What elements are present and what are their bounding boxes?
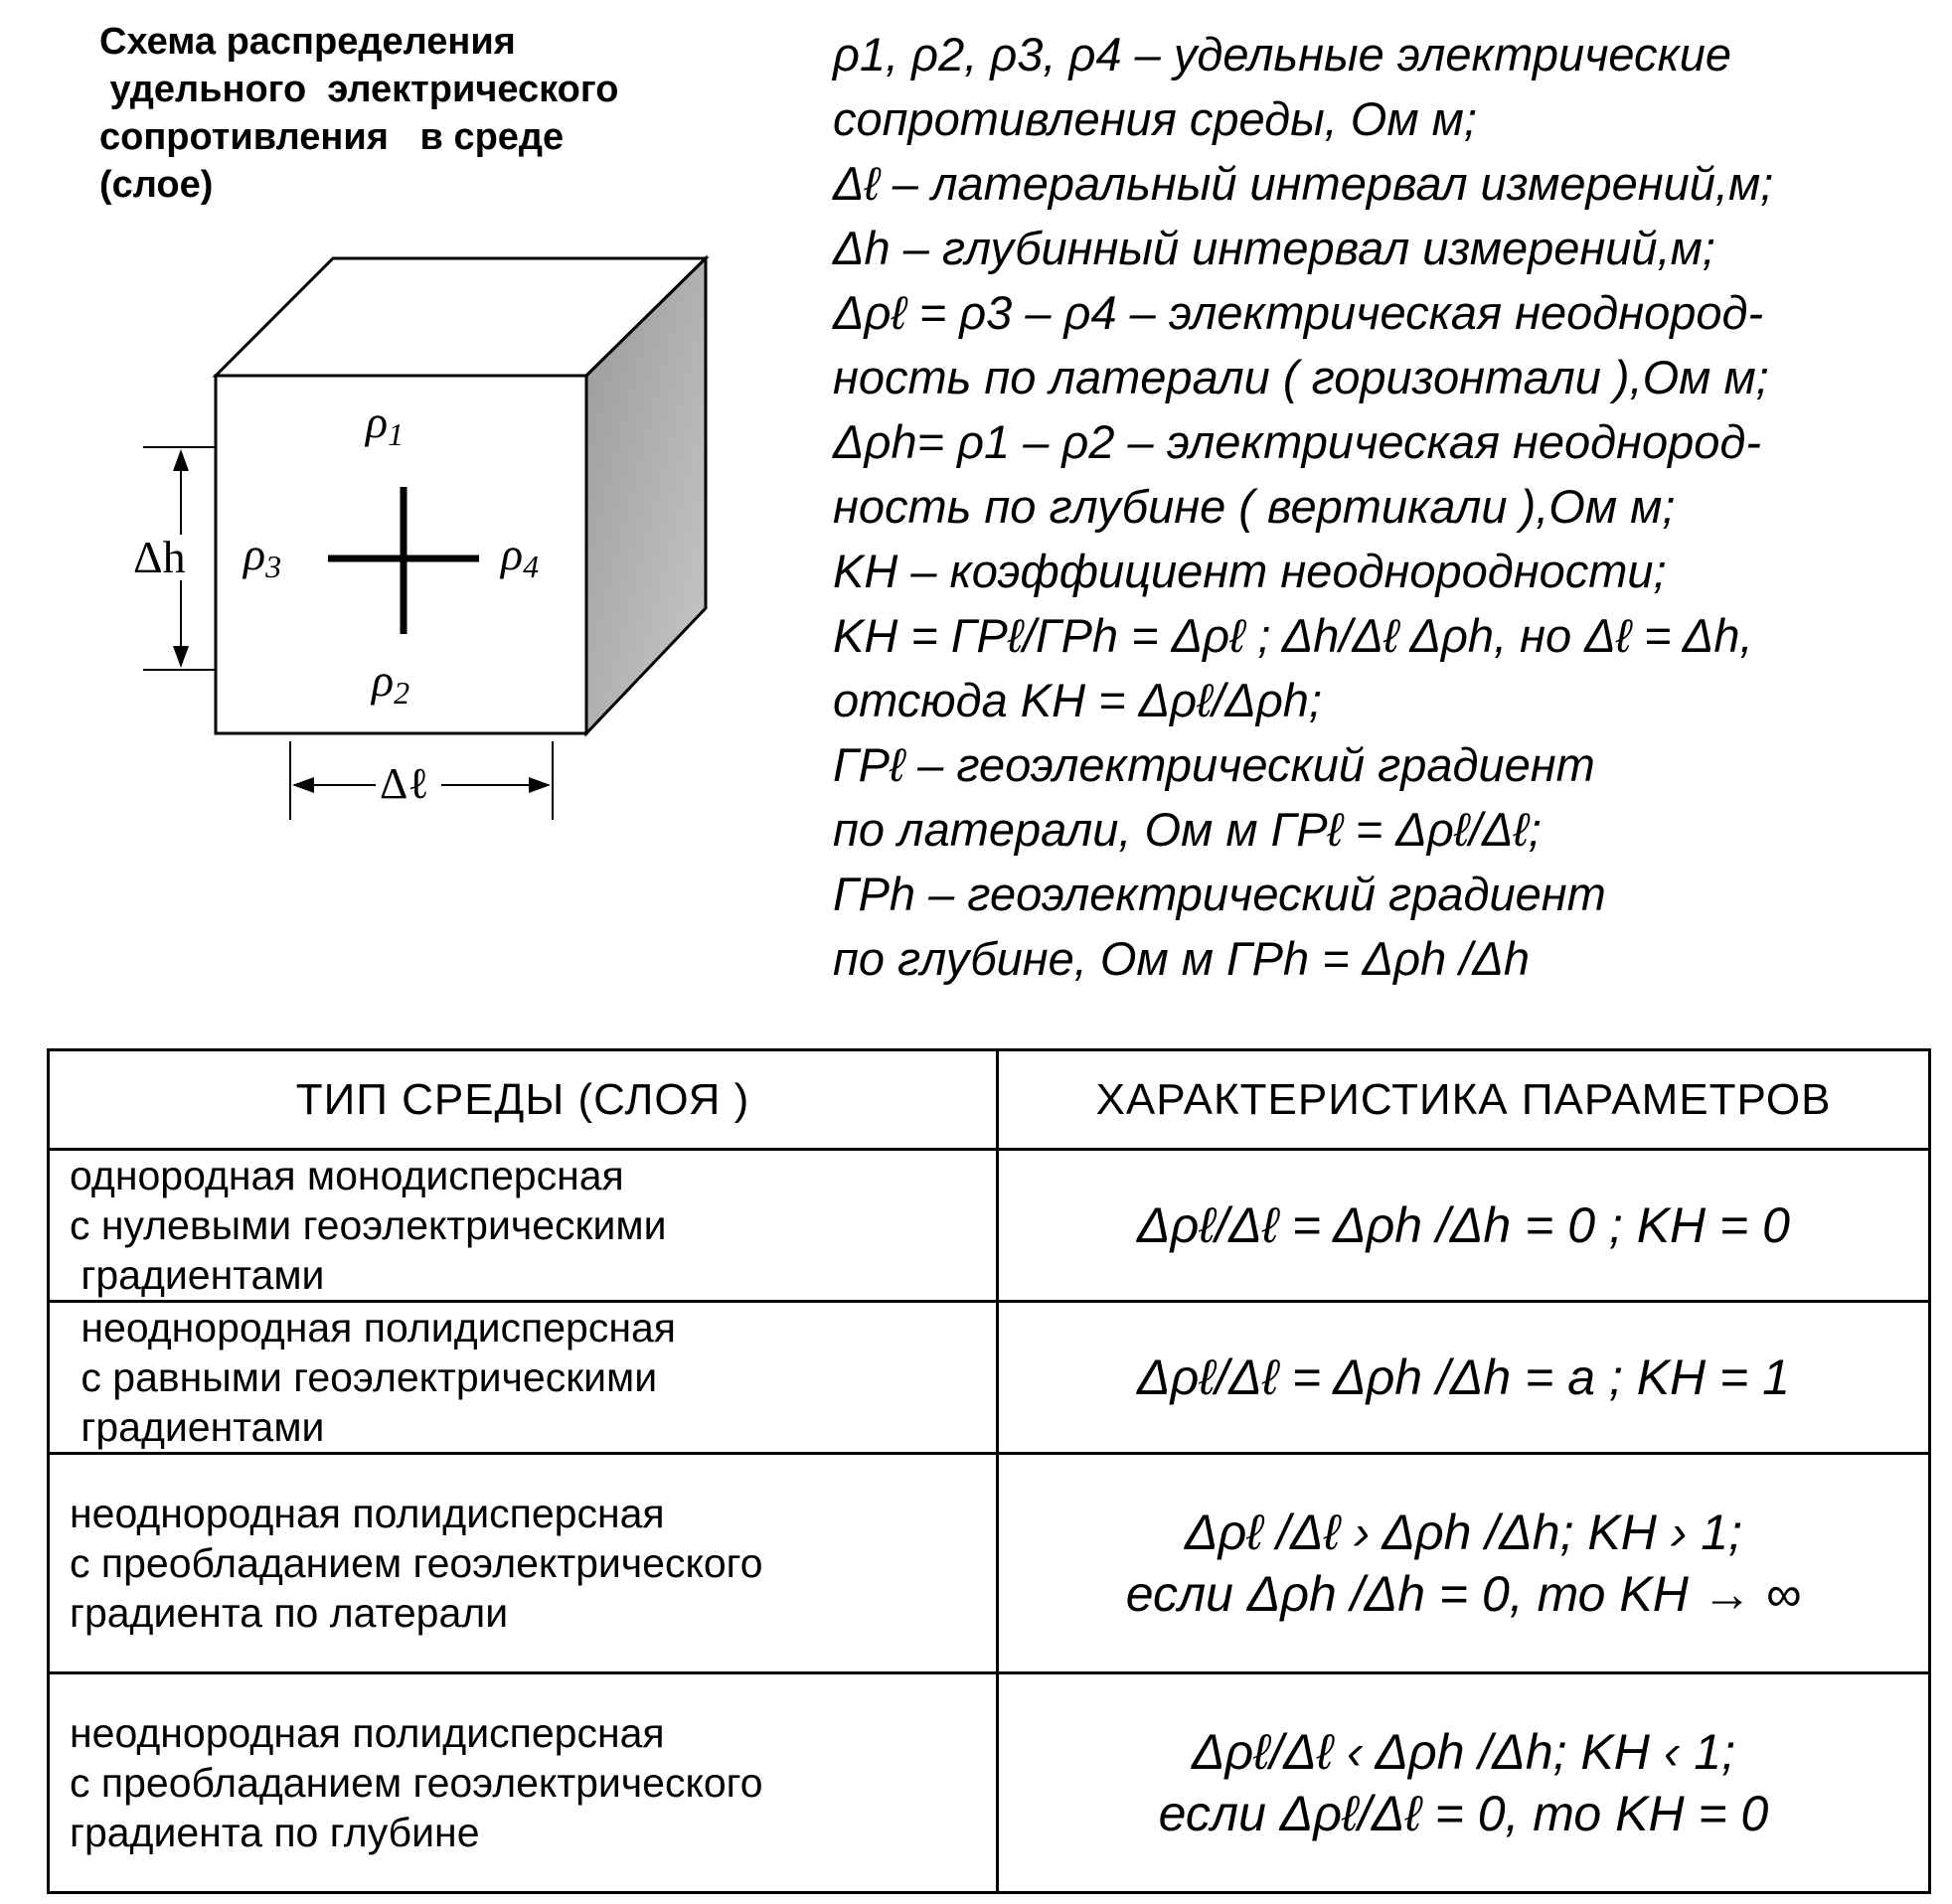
header-parameters: ХАРАКТЕРИСТИКА ПАРАМЕТРОВ bbox=[998, 1050, 1930, 1150]
parameters-formula: Δρℓ/Δℓ = Δρh /Δh = a ; KH = 1 bbox=[1137, 1349, 1790, 1405]
definition-line: ГРℓ – геоэлектрический градиент bbox=[833, 738, 1595, 791]
medium-type-line: градиентами bbox=[70, 1252, 325, 1298]
parameters-cell bbox=[998, 1302, 1930, 1454]
definition-line: по глубине, Ом м ГРh = Δρh /Δh bbox=[833, 932, 1531, 985]
scheme-title bbox=[99, 18, 618, 209]
table-row bbox=[49, 1673, 1930, 1893]
dh-arrowhead-down bbox=[173, 646, 189, 668]
rho4-symbol: ρ bbox=[501, 529, 524, 579]
rho4-index: 4 bbox=[523, 549, 540, 584]
parameters-formula: Δρℓ /Δℓ › Δρh /Δh; KH › 1; bbox=[1185, 1505, 1742, 1560]
definitions-list bbox=[833, 22, 1941, 991]
medium-type-line: однородная монодисперсная bbox=[70, 1153, 624, 1198]
definition-line: Δρh= ρ1 – ρ2 – электрическая неоднород- bbox=[833, 415, 1762, 468]
definition-line: Δh – глубинный интервал измерений,м; bbox=[833, 222, 1715, 274]
rho1-index: 1 bbox=[388, 416, 405, 452]
definition-line: отсюда KH = Δρℓ/Δρh; bbox=[833, 674, 1322, 726]
definition-line: ρ1, ρ2, ρ3, ρ4 – удельные электрические bbox=[833, 28, 1732, 80]
rho2-symbol: ρ bbox=[372, 655, 395, 706]
table-row bbox=[49, 1150, 1930, 1302]
header-medium-type: ТИП СРЕДЫ (СЛОЯ ) bbox=[49, 1050, 998, 1150]
table-header-row bbox=[49, 1050, 1930, 1150]
definition-line: по латерали, Ом м ГРℓ = Δρℓ/Δℓ; bbox=[833, 803, 1542, 856]
parameters-cell bbox=[998, 1673, 1930, 1893]
parameters-formula: Δρℓ/Δℓ = Δρh /Δh = 0 ; KH = 0 bbox=[1137, 1197, 1790, 1253]
parameters-cell bbox=[998, 1150, 1930, 1302]
medium-type-line: с равными геоэлектрическими bbox=[70, 1354, 658, 1400]
scheme-title-line: удельного электрического bbox=[99, 69, 619, 110]
medium-type-line: градиента по глубине bbox=[70, 1810, 480, 1855]
rho2-index: 2 bbox=[394, 675, 410, 711]
definition-line: ГРh – геоэлектрический градиент bbox=[833, 868, 1606, 920]
scheme-title-line: сопротивления в среде bbox=[99, 116, 565, 158]
medium-type-cell bbox=[49, 1454, 998, 1673]
scheme-title-line: Схема распределения bbox=[99, 21, 516, 63]
definition-line: KH – коэффициент неоднородности; bbox=[833, 545, 1667, 597]
definition-line: сопротивления среды, Ом м; bbox=[833, 92, 1477, 145]
definition-line: Δρℓ = ρ3 – ρ4 – электрическая неоднород- bbox=[833, 286, 1764, 339]
dl-arrowhead-right bbox=[529, 777, 551, 793]
table-row bbox=[49, 1302, 1930, 1454]
medium-type-cell bbox=[49, 1302, 998, 1454]
dh-arrowhead-up bbox=[173, 449, 189, 471]
definition-line: ность по латерали ( горизонтали ),Ом м; bbox=[833, 351, 1769, 403]
definition-line: ность по глубине ( вертикали ),Ом м; bbox=[833, 480, 1676, 533]
rho1-symbol: ρ bbox=[366, 397, 389, 447]
dl-arrowhead-left bbox=[292, 777, 314, 793]
resistivity-cube-diagram bbox=[119, 248, 755, 845]
medium-type-line: с нулевыми геоэлектрическими bbox=[70, 1202, 667, 1248]
rho3-index: 3 bbox=[265, 549, 282, 584]
medium-type-table bbox=[47, 1048, 1931, 1894]
parameters-condition: если Δρℓ/Δℓ = 0, то KH = 0 bbox=[1158, 1786, 1769, 1841]
label-delta-l: Δℓ bbox=[380, 759, 429, 808]
medium-type-line: неоднородная полидисперсная bbox=[70, 1491, 665, 1536]
medium-type-line: с преобладанием геоэлектрического bbox=[70, 1760, 763, 1806]
parameters-formula: Δρℓ/Δℓ ‹ Δρh /Δh; KH ‹ 1; bbox=[1191, 1724, 1736, 1780]
medium-type-line: неоднородная полидисперсная bbox=[70, 1710, 665, 1756]
parameters-condition: если Δρh /Δh = 0, то KH → ∞ bbox=[1125, 1566, 1802, 1622]
scheme-title-line: (слое) bbox=[99, 164, 214, 206]
definition-line: KH = ГРℓ/ГРh = Δρℓ ; Δh/Δℓ Δρh, но Δℓ = Δh, bbox=[833, 609, 1753, 662]
medium-type-line: неоднородная полидисперсная bbox=[70, 1305, 676, 1350]
label-delta-h: Δh bbox=[133, 532, 186, 582]
medium-type-line: с преобладанием геоэлектрического bbox=[70, 1540, 763, 1586]
medium-type-cell bbox=[49, 1673, 998, 1893]
parameters-cell bbox=[998, 1454, 1930, 1673]
medium-type-line: градиента по латерали bbox=[70, 1590, 509, 1636]
rho3-symbol: ρ bbox=[244, 529, 266, 579]
medium-type-line: градиентами bbox=[70, 1404, 325, 1450]
table-row bbox=[49, 1454, 1930, 1673]
definition-line: Δℓ – латеральный интервал измерений,м; bbox=[833, 157, 1774, 210]
medium-type-cell bbox=[49, 1150, 998, 1302]
